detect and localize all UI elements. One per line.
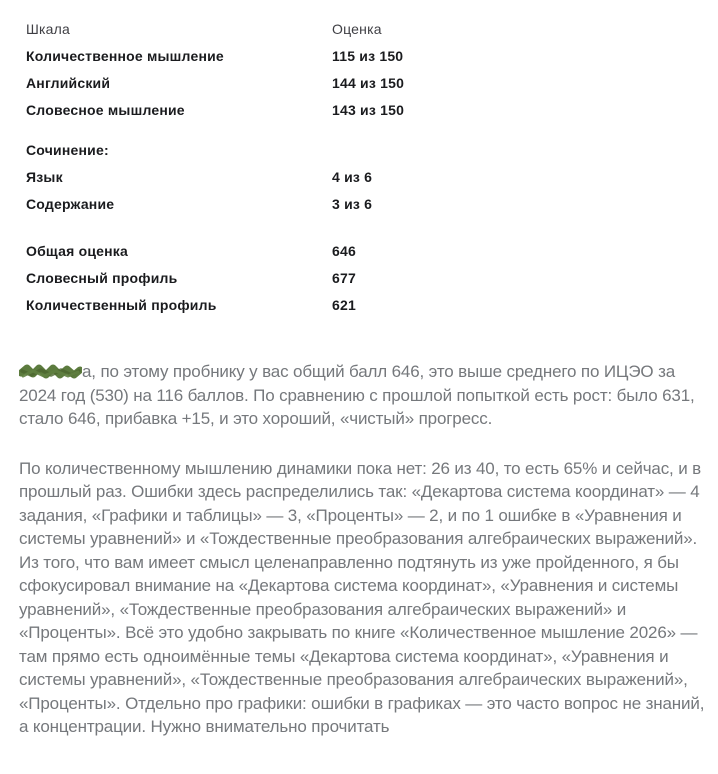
row-value: 4 из 6 xyxy=(332,168,373,185)
analysis-paragraph-2: По количественному мышлению динамики пока нет: 26 из 40, то есть 65% и сейчас, и в прошлый раз. Ошибки здесь распределились так: «Декартова система координат» — 4 задания, «Графики и таблицы» — 3, «Проценты» — 2, и по 1 ошибке в «Уравнения и системы уравнений» и «Тождественные преобразования алгебраических выражений». Из того, что вам имеет смысл целенаправленно подтянуть из уже пройденного, я бы сфокусировал внимание на «Декартова система координат», «Уравнения и системы уравнений», «Тождественные преобразования алгебраических выражений» и «Проценты». Всё это удобно закрывать по книге «Количественное мышление 2026» — там прямо есть одноимённые темы «Декартова система координат», «Уравнения и системы уравнений», «Тождественные преобразования алгебраических выражений», «Проценты». Отдельно про графики: ошибки в графиках — это часто вопрос не знаний, а концентрации. Нужно внимательно прочитать xyxy=(19,458,705,736)
table-row xyxy=(26,291,404,318)
essay-section-title xyxy=(26,136,404,163)
row-label: Общая оценка xyxy=(26,242,128,259)
row-value: 677 xyxy=(332,269,356,286)
row-label: Словесный профиль xyxy=(26,269,178,286)
score-table-header xyxy=(26,15,404,42)
row-label: Английский xyxy=(26,74,111,91)
score-table xyxy=(26,15,404,318)
redaction-scribble-icon xyxy=(19,364,82,380)
table-row xyxy=(26,190,404,217)
section-title-label: Сочинение: xyxy=(26,141,109,158)
row-value: 621 xyxy=(332,296,356,313)
column-header-scale: Шкала xyxy=(26,20,71,37)
table-row xyxy=(26,163,404,190)
table-row xyxy=(26,42,404,69)
analysis-text xyxy=(19,360,707,739)
row-label: Словесное мышление xyxy=(26,101,185,118)
row-value: 115 из 150 xyxy=(332,47,404,64)
row-value: 143 из 150 xyxy=(332,101,405,118)
analysis-paragraph-1 xyxy=(19,360,707,431)
paragraph-text: а, по этому пробнику у вас общий балл 646, это выше среднего по ИЦЭО за 2024 год (530) на 116 баллов. По сравнению с прошлой попыткой есть рост: было 631, стало 646, прибавка +15, и это хороший, «чистый» прогресс. xyxy=(19,362,695,428)
table-row xyxy=(26,96,404,123)
row-value: 144 из 150 xyxy=(332,74,405,91)
table-row xyxy=(26,69,404,96)
column-header-score: Оценка xyxy=(332,20,382,37)
row-label: Язык xyxy=(26,168,63,185)
table-row xyxy=(26,237,404,264)
table-row xyxy=(26,264,404,291)
row-value: 3 из 6 xyxy=(332,195,373,212)
row-label: Количественный профиль xyxy=(26,296,217,313)
row-label: Количественное мышление xyxy=(26,47,224,64)
row-label: Содержание xyxy=(26,195,115,212)
row-value: 646 xyxy=(332,242,356,259)
